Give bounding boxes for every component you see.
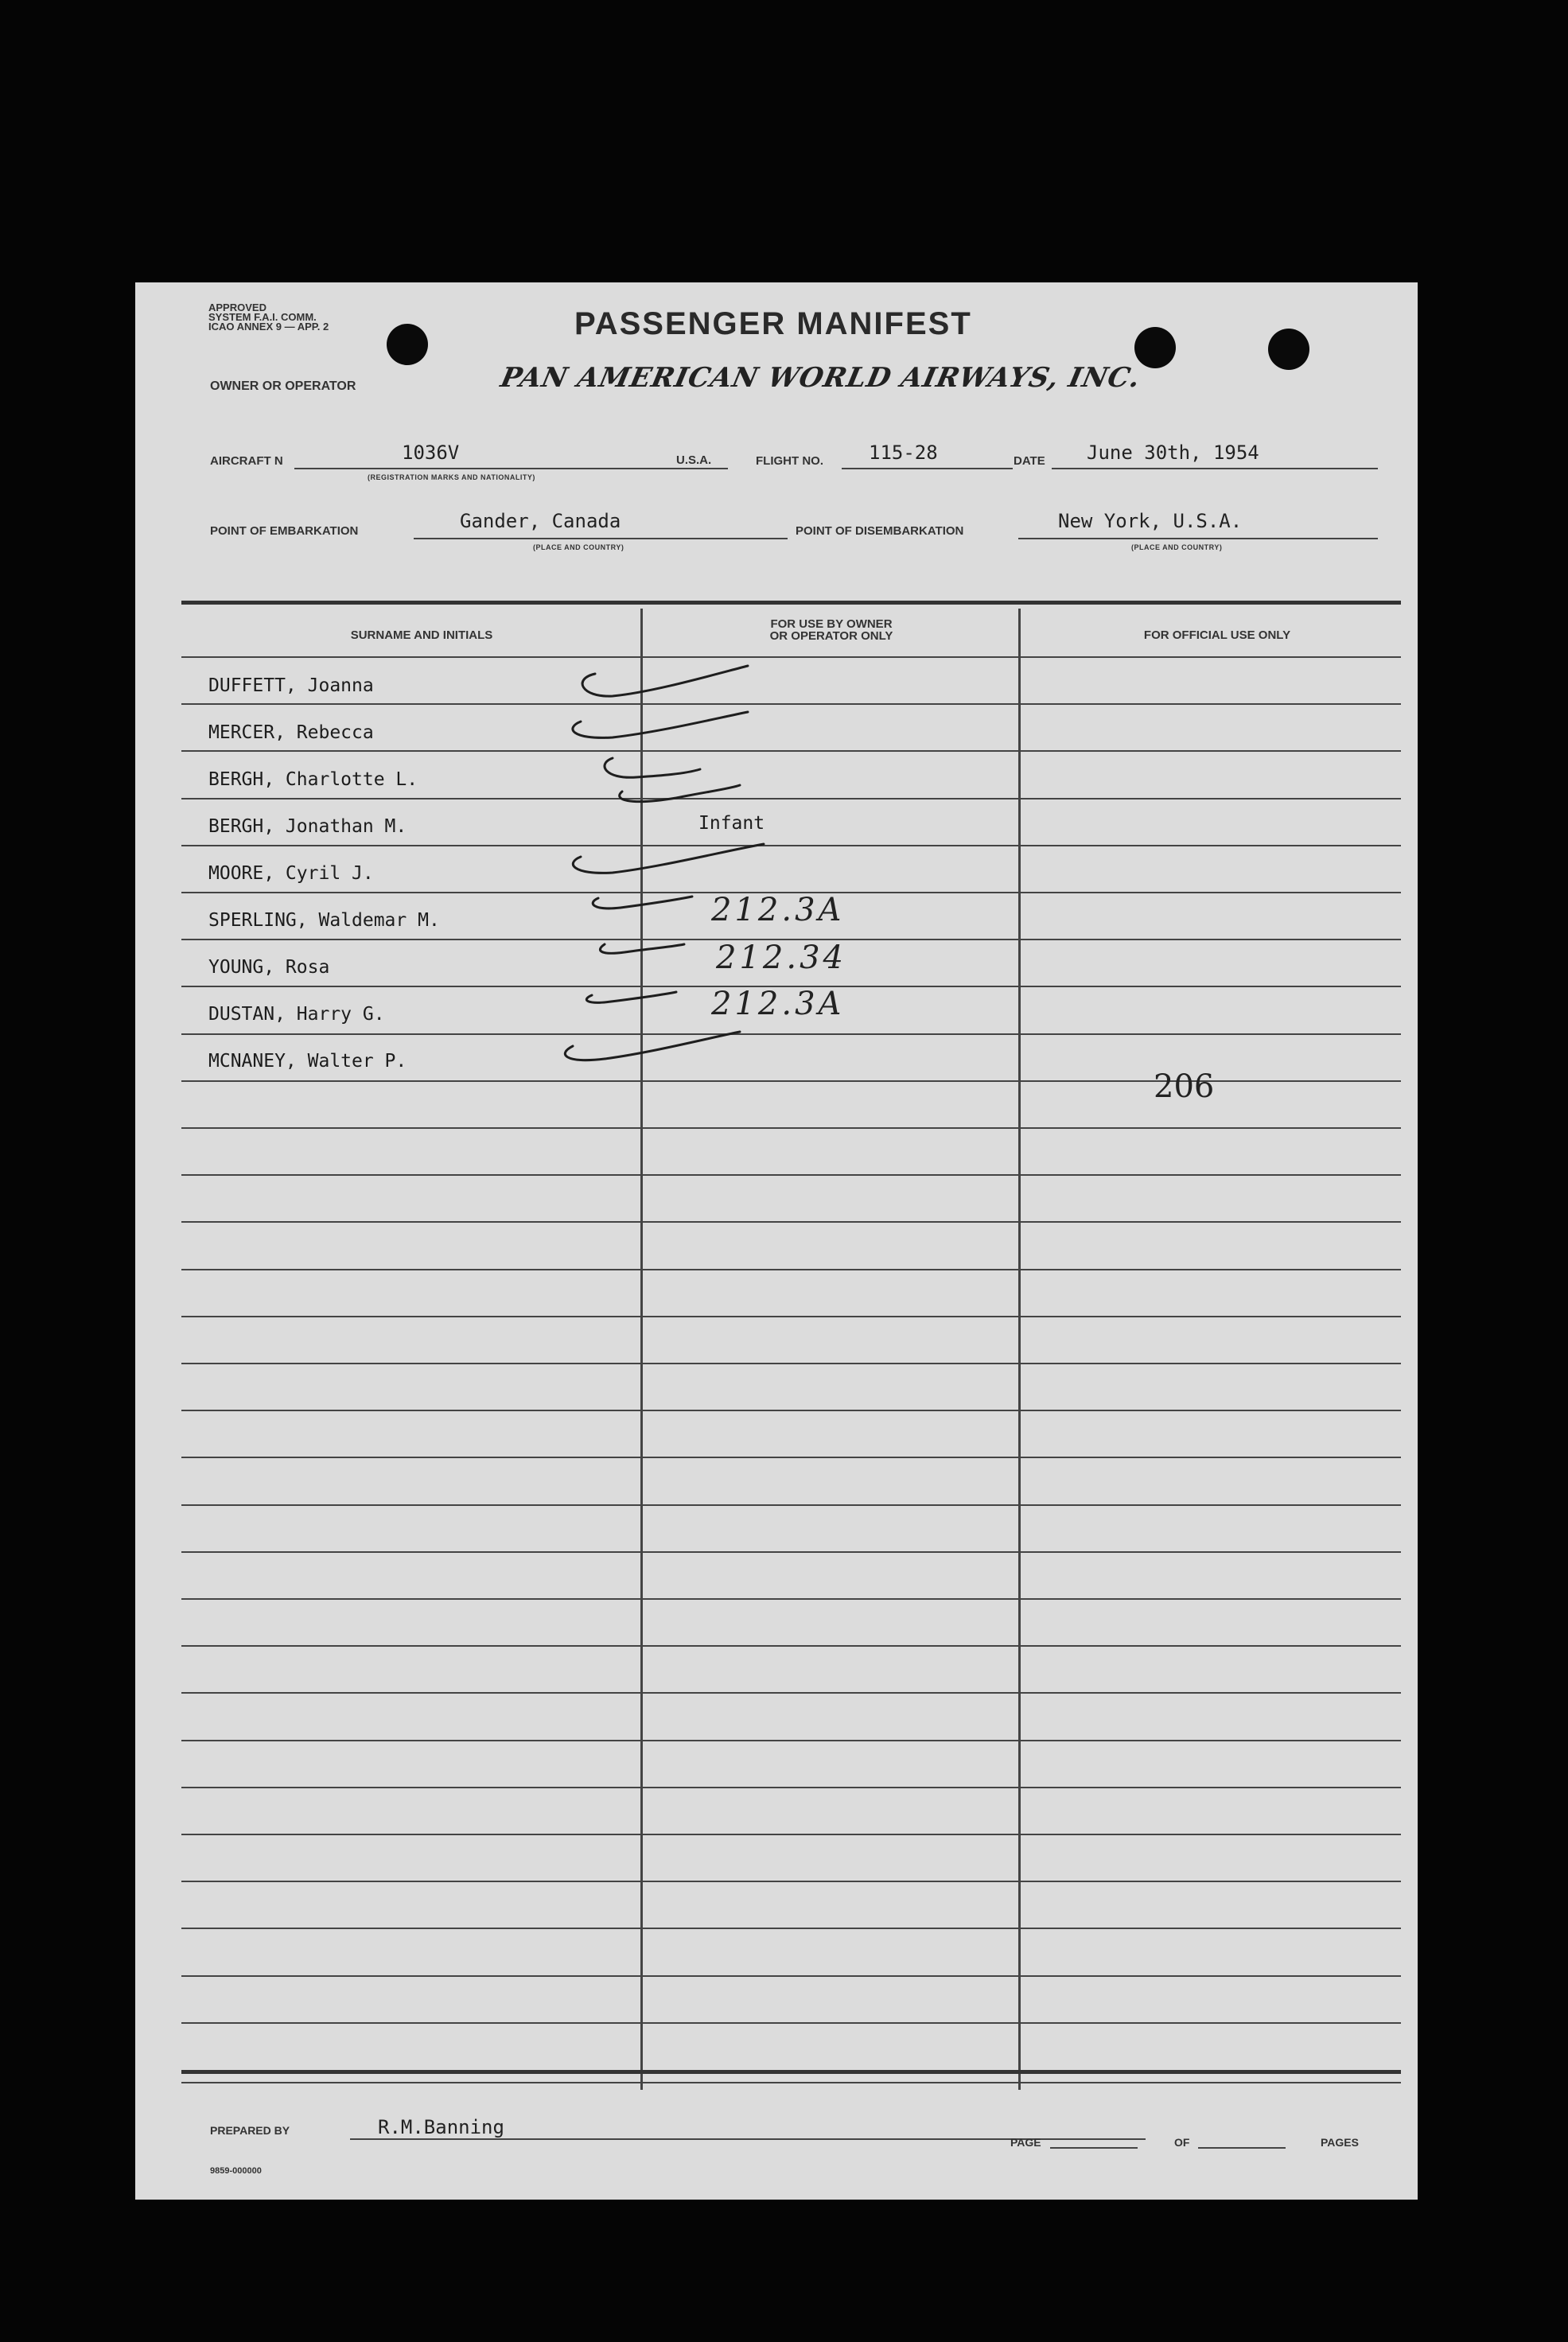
embarkation-label: POINT OF EMBARKATION: [210, 524, 359, 538]
table-row-rule: [181, 1551, 1401, 1553]
table-row-rule: [181, 1834, 1401, 1835]
table-row-rule: [181, 1504, 1401, 1506]
aircraft-label: AIRCRAFT N: [210, 454, 283, 468]
table-row-rule: [181, 1975, 1401, 1977]
passenger-name: DUSTAN, Harry G.: [208, 1004, 385, 1025]
table-row-rule: [181, 1457, 1401, 1458]
of-underline: [1198, 2147, 1286, 2149]
official-number: 206: [1154, 1068, 1215, 1105]
check-mark: [600, 944, 684, 953]
check-mark: [586, 992, 676, 1002]
check-mark: [582, 666, 748, 696]
page-underline: [1050, 2147, 1138, 2149]
of-label: OF: [1174, 2136, 1190, 2149]
page-label: PAGE: [1010, 2136, 1041, 2149]
passenger-name: SPERLING, Waldemar M.: [208, 910, 440, 931]
check-mark: [573, 844, 764, 873]
passenger-name: BERGH, Jonathan M.: [208, 816, 407, 837]
table-row-rule: [181, 1410, 1401, 1411]
table-row-rule: [181, 1928, 1401, 1929]
table-row-rule: [181, 1174, 1401, 1176]
disembarkation-label: POINT OF DISEMBARKATION: [796, 524, 964, 538]
approved-line: APPROVED: [208, 302, 267, 313]
flight-value: 115-28: [869, 442, 938, 464]
approved-line: SYSTEM F.A.I. COMM.: [208, 311, 317, 323]
check-mark: [605, 758, 700, 777]
table-row-rule: [181, 1645, 1401, 1647]
owner-use-line: OR OPERATOR ONLY: [769, 629, 893, 643]
prepared-by-value: R.M.Banning: [378, 2116, 504, 2138]
passenger-name: MERCER, Rebecca: [208, 722, 374, 743]
owner-use-line: FOR USE BY OWNER: [770, 617, 893, 631]
disembarkation-value: New York, U.S.A.: [1058, 510, 1243, 532]
table-row-rule: [181, 1787, 1401, 1788]
table-row-rule: [181, 1221, 1401, 1223]
table-row-rule: [181, 1363, 1401, 1364]
passenger-remark-handwritten: 212.34: [716, 940, 846, 976]
surname-column-header: SURNAME AND INITIALS: [350, 628, 493, 642]
table-row-rule: [181, 1881, 1401, 1882]
passenger-name: BERGH, Charlotte L.: [208, 769, 418, 790]
passenger-remark-handwritten: 212.3A: [711, 892, 845, 928]
handwritten-check-marks: [135, 282, 1418, 1157]
check-mark: [620, 785, 740, 802]
disembarkation-place-label: (PLACE AND COUNTRY): [1131, 543, 1223, 551]
owner-label: OWNER OR OPERATOR: [210, 379, 356, 393]
check-mark: [565, 1032, 740, 1060]
flight-label: FLIGHT NO.: [756, 454, 823, 468]
prepared-by-label: PREPARED BY: [210, 2124, 290, 2137]
passenger-remark-infant: Infant: [698, 813, 765, 834]
official-use-column-header: FOR OFFICIAL USE ONLY: [1143, 628, 1291, 642]
passenger-name: MCNANEY, Walter P.: [208, 1051, 407, 1072]
manifest-sheet: [135, 282, 1418, 2200]
usa-label: U.S.A.: [676, 453, 712, 467]
passenger-name: YOUNG, Rosa: [208, 957, 330, 978]
table-row-rule: [181, 1316, 1401, 1317]
table-bottom-rule: [181, 2070, 1401, 2074]
date-label: DATE: [1014, 454, 1045, 468]
embarkation-value: Gander, Canada: [460, 510, 621, 532]
passenger-remark-handwritten: 212.3A: [711, 986, 845, 1022]
aircraft-value: 1036V: [402, 442, 460, 464]
table-row-rule: [181, 1598, 1401, 1600]
check-mark: [573, 712, 748, 737]
page-title: PASSENGER MANIFEST: [574, 306, 972, 341]
operator-name: PAN AMERICAN WORLD AIRWAYS, INC.: [497, 362, 1144, 394]
table-row-rule: [181, 1692, 1401, 1694]
table-row-rule: [181, 1740, 1401, 1741]
passenger-name: DUFFETT, Joanna: [208, 675, 374, 696]
table-bottom-rule-2: [181, 2082, 1401, 2083]
date-value: June 30th, 1954: [1087, 442, 1259, 464]
registration-label: (REGISTRATION MARKS AND NATIONALITY): [368, 473, 535, 481]
form-number: 9859-000000: [210, 2166, 262, 2176]
table-row-rule: [181, 1269, 1401, 1270]
embarkation-place-label: (PLACE AND COUNTRY): [533, 543, 624, 551]
table-row-rule: [181, 2022, 1401, 2024]
check-mark: [593, 897, 692, 908]
approved-line: ICAO ANNEX 9 — APP. 2: [208, 321, 329, 333]
pages-label: PAGES: [1321, 2136, 1359, 2149]
passenger-name: MOORE, Cyril J.: [208, 863, 374, 884]
